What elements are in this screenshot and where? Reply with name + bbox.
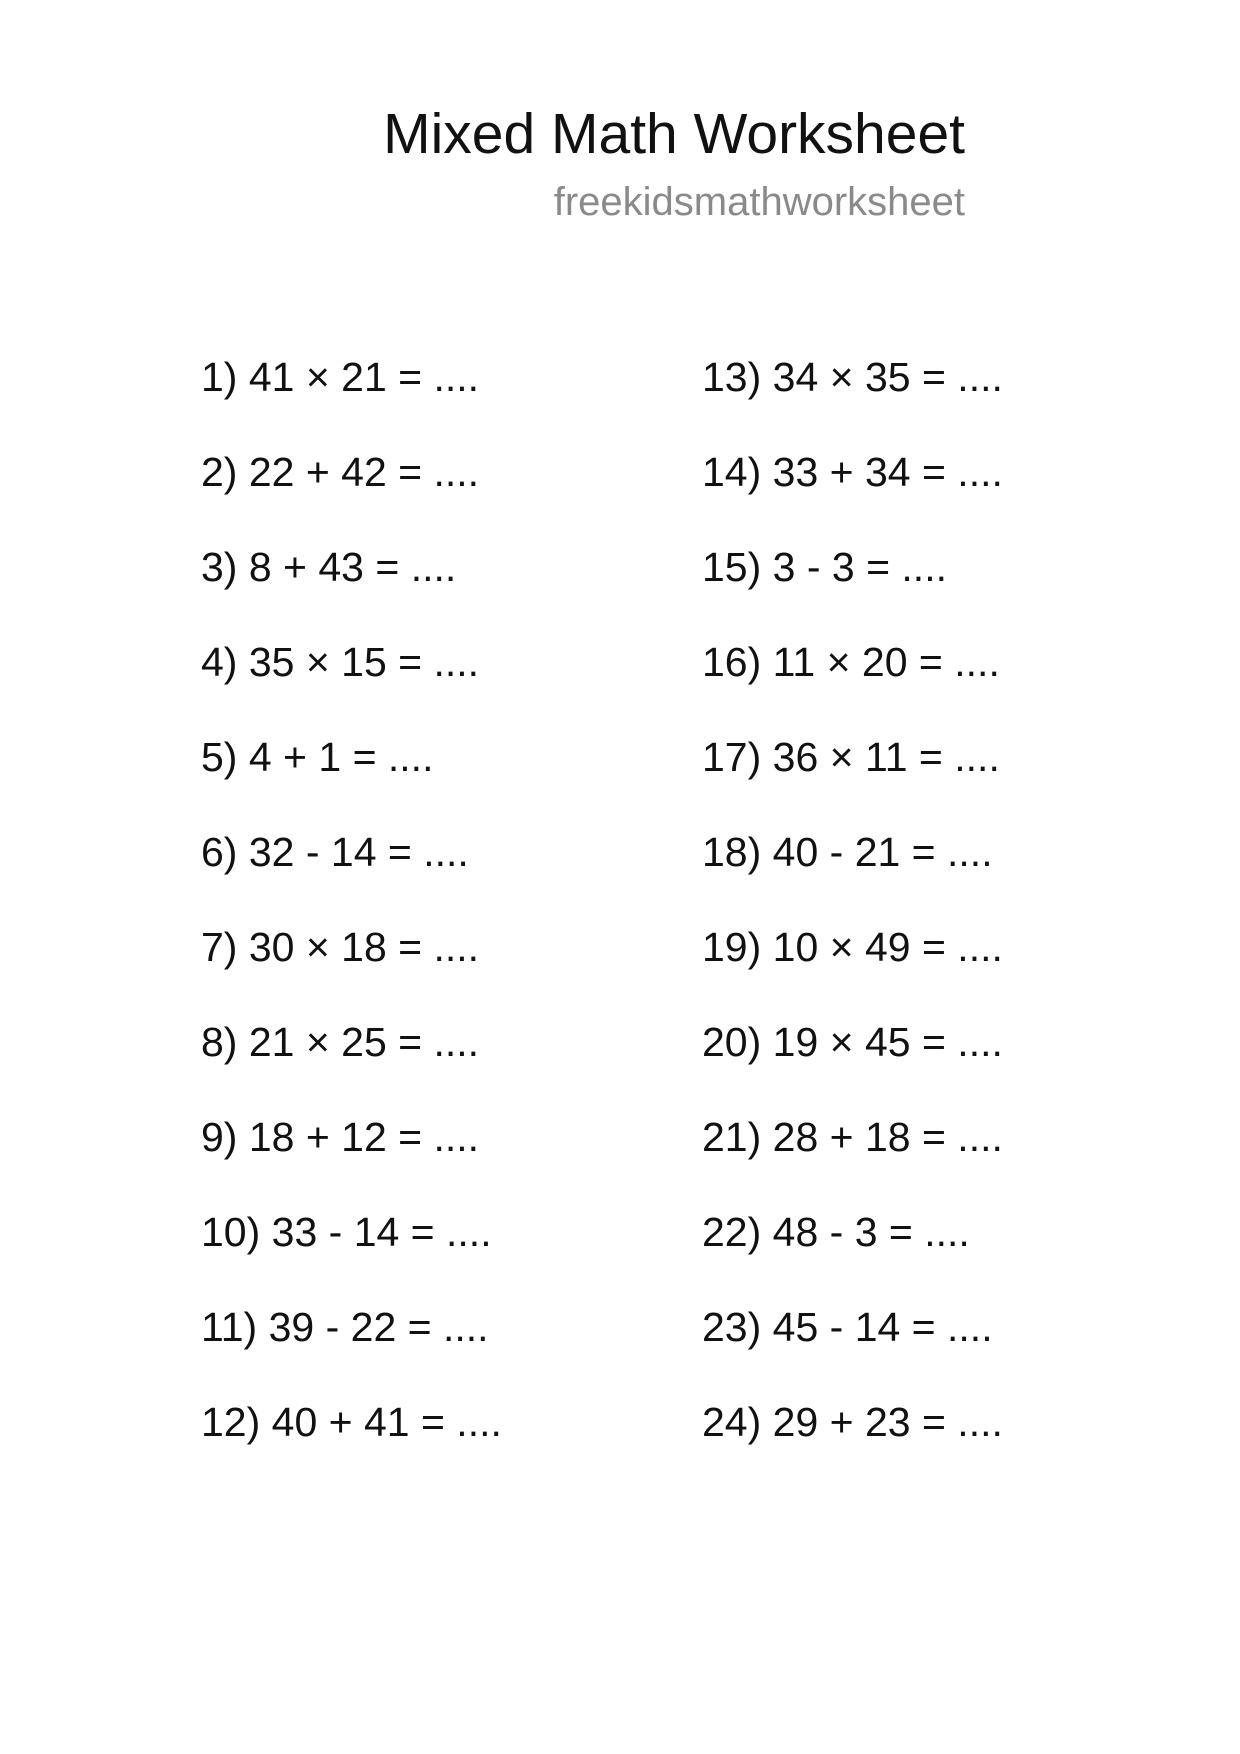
problem-12: 12) 40 + 41 = .... — [201, 1399, 502, 1445]
problem-13: 13) 34 × 35 = .... — [702, 354, 1003, 400]
problem-18: 18) 40 - 21 = .... — [702, 829, 993, 875]
problem-1: 1) 41 × 21 = .... — [201, 354, 480, 400]
problem-4: 4) 35 × 15 = .... — [201, 639, 480, 685]
problems-column-left — [201, 347, 502, 1487]
problem-23: 23) 45 - 14 = .... — [702, 1304, 993, 1350]
problem-14: 14) 33 + 34 = .... — [702, 449, 1003, 495]
worksheet-subtitle: freekidsmathworksheet — [553, 180, 965, 224]
problem-5: 5) 4 + 1 = .... — [201, 734, 434, 780]
problem-7: 7) 30 × 18 = .... — [201, 924, 480, 970]
worksheet-title: Mixed Math Worksheet — [383, 102, 965, 166]
problem-17: 17) 36 × 11 = .... — [702, 734, 1000, 780]
problem-15: 15) 3 - 3 = .... — [702, 544, 947, 590]
problem-22: 22) 48 - 3 = .... — [702, 1209, 970, 1255]
problem-19: 19) 10 × 49 = .... — [702, 924, 1003, 970]
problems-column-right — [702, 347, 1003, 1487]
problem-6: 6) 32 - 14 = .... — [201, 829, 469, 875]
problem-9: 9) 18 + 12 = .... — [201, 1114, 480, 1160]
problem-3: 3) 8 + 43 = .... — [201, 544, 457, 590]
worksheet-header — [0, 96, 965, 229]
problem-10: 10) 33 - 14 = .... — [201, 1209, 492, 1255]
problem-20: 20) 19 × 45 = .... — [702, 1019, 1003, 1065]
problem-2: 2) 22 + 42 = .... — [201, 449, 480, 495]
problem-16: 16) 11 × 20 = .... — [702, 639, 1000, 685]
problem-8: 8) 21 × 25 = .... — [201, 1019, 480, 1065]
problem-24: 24) 29 + 23 = .... — [702, 1399, 1003, 1445]
problem-11: 11) 39 - 22 = .... — [201, 1304, 489, 1350]
problem-21: 21) 28 + 18 = .... — [702, 1114, 1003, 1160]
